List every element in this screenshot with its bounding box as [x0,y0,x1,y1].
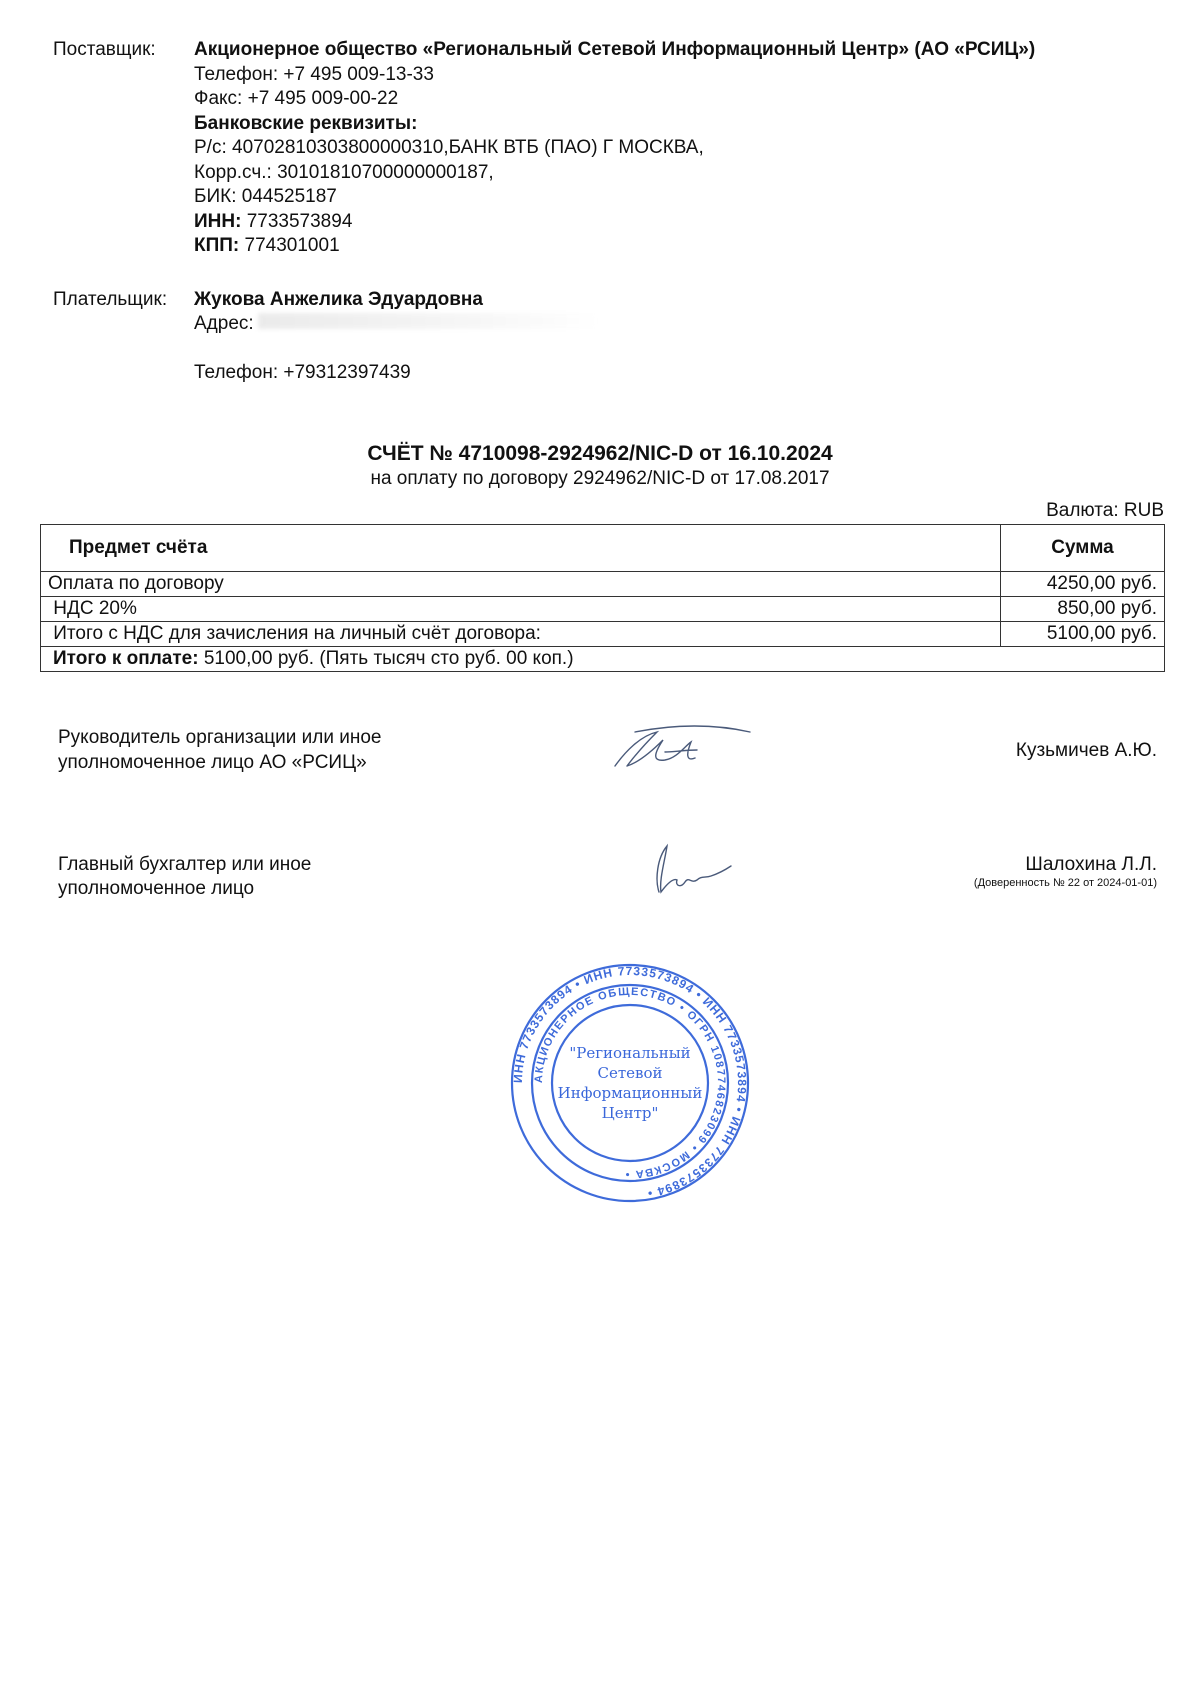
accountant-title-line2: уполномоченное лицо [58,878,255,899]
invoice-table [40,524,1165,672]
total-label: Итого к оплате: [53,648,199,669]
head-name: Кузьмичев А.Ю. [1015,740,1157,761]
invoice-subtitle: на оплату по договору 2924962/NIC-D от 17.08.2017 [370,468,830,489]
supplier-phone: Телефон: +7 495 009-13-33 [194,64,434,85]
payer-address-label: Адрес: [194,313,254,334]
table-total-row [41,647,1165,672]
payer-label: Плательщик: [53,289,168,310]
total-value: 5100,00 руб. (Пять тысяч сто руб. 00 коп.) [198,648,574,669]
invoice-title: СЧЁТ № 4710098-2924962/NIC-D от 16.10.2024 [367,442,833,465]
accountant-power-of-attorney: (Доверенность № 22 от 2024-01-01) [973,877,1157,889]
kpp-label: КПП: [194,235,240,256]
supplier-fax: Факс: +7 495 009-00-22 [194,88,399,109]
row-amount: 850,00 руб. [1001,597,1165,622]
row-amount: 4250,00 руб. [1001,572,1165,597]
row-label: НДС 20% [41,597,1001,622]
kpp [194,234,340,258]
table-row [41,622,1165,647]
stamp-inner-ring-text: АКЦИОНЕРНОЕ ОБЩЕСТВО • ОГРН 1087746823099 • МОСКВА • [532,985,728,1181]
row-amount: 5100,00 руб. [1001,622,1165,647]
row-label: Оплата по договору [41,572,1001,597]
payer-phone: Телефон: +79312397439 [194,362,411,383]
payer-name: Жукова Анжелика Эдуардовна [194,289,483,310]
settlement-account: Р/с: 40702810303800000310,БАНК ВТБ (ПАО) Г МОСКВА, [194,137,704,158]
inn-value: 7733573894 [241,211,353,232]
table-row [41,572,1165,597]
company-stamp [505,958,755,1208]
kpp-value: 774301001 [239,235,340,256]
head-title-line1: Руководитель организации или иное [58,727,382,748]
inn-label: ИНН: [194,211,242,232]
stamp-outer-ring-text: ИНН 7733573894 • ИНН 7733573894 • ИНН 7733573894 • ИНН 7733573894 • [510,963,750,1201]
column-header-subject: Предмет счёта [41,525,1001,572]
head-title-line2: уполномоченное лицо АО «РСИЦ» [58,752,367,773]
inn [194,210,352,234]
accountant-name: Шалохина Л.Л. [1025,854,1157,875]
svg-text:АКЦИОНЕРНОЕ ОБЩЕСТВО • ОГРН 10 [533,986,727,1180]
row-label: Итого с НДС для зачисления на личный счёт договора: [41,622,1001,647]
stamp-center-line: Сетевой [597,1064,663,1082]
redacted-address [258,313,598,329]
currency-label: Валюта: RUB [1046,500,1164,521]
table-header-row [41,525,1165,572]
supplier-label: Поставщик: [53,39,156,60]
total-cell [41,647,1165,672]
head-signature [605,722,755,772]
bik: БИК: 044525187 [194,186,337,207]
stamp-center-line: Информационный [557,1084,703,1102]
accountant-title-line1: Главный бухгалтер или иное [58,854,312,875]
stamp-center-line: "Региональный [569,1044,691,1062]
stamp-center-line: Центр" [601,1104,659,1122]
column-header-amount: Сумма [1001,525,1165,572]
bank-details-heading: Банковские реквизиты: [194,113,418,134]
table-row [41,597,1165,622]
correspondent-account: Корр.сч.: 30101810700000000187, [194,162,494,183]
supplier-name: Акционерное общество «Региональный Сетевой Информационный Центр» (АО «РСИЦ») [194,39,1036,60]
accountant-signature [645,840,735,900]
